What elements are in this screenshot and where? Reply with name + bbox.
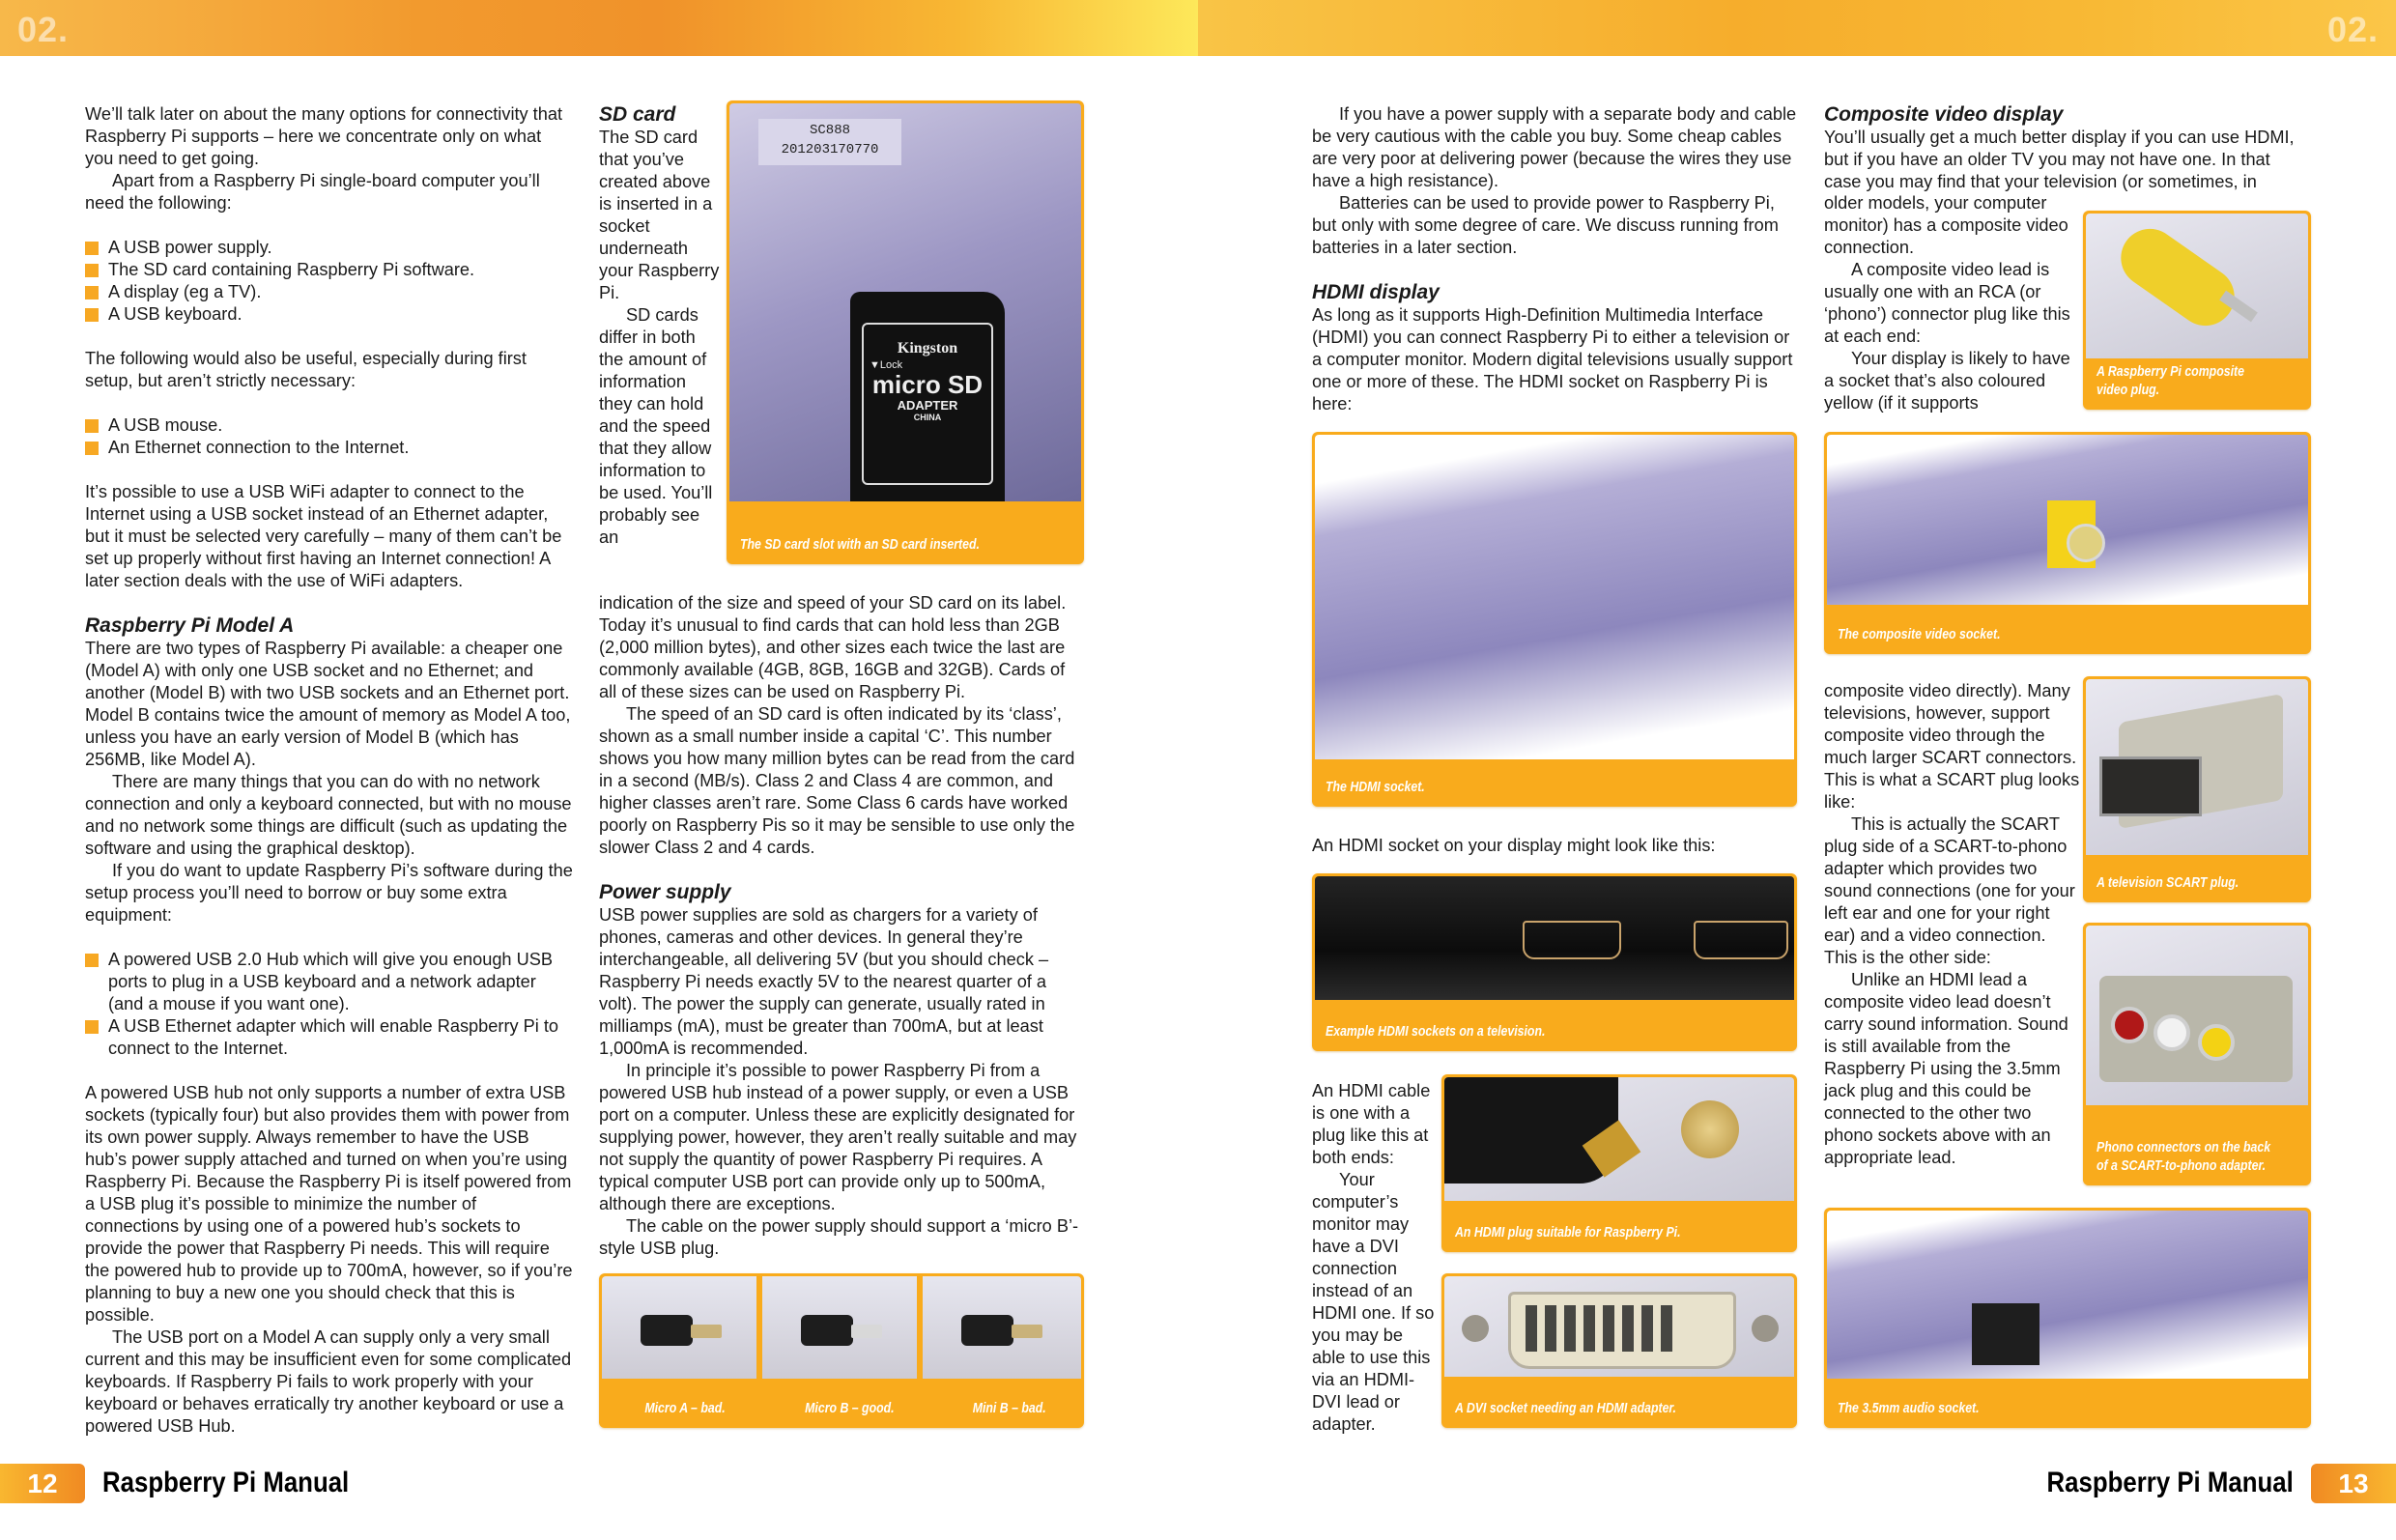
figure-caption: The SD card slot with an SD card inserted. [740, 537, 980, 553]
list-item: A USB Ethernet adapter which will enable Raspberry Pi to connect to the Internet. [85, 1015, 573, 1060]
paragraph: SD cards differ in both the amount of information they can hold and the speed that they allow information to be used. You’ll probably see an [599, 305, 713, 547]
composite-socket-photo [1827, 435, 2308, 605]
column-2-narrow [599, 103, 720, 549]
scart-plug-photo [2086, 679, 2308, 855]
paragraph: There are many things that you can do with no network connection and only a keyboard connected, but with no mouse and no network some things are difficult (such as updating the software and using the graphical desktop). [85, 772, 572, 858]
figure-caption: An HDMI plug suitable for Raspberry Pi. [1455, 1225, 1681, 1241]
hdmi-plug-photo [1444, 1077, 1794, 1201]
figure-audio-socket [1824, 1208, 2311, 1428]
caption-mini-b: Mini B – bad. [972, 1401, 1046, 1416]
column-4-lower [1824, 680, 2080, 1169]
raspberry-pi-board-photo [1315, 435, 1794, 759]
micro-b-plug-photo [762, 1276, 917, 1379]
list-item: An Ethernet connection to the Internet. [85, 437, 573, 459]
section-heading: HDMI display [1312, 281, 1440, 303]
figure-dvi-socket [1441, 1273, 1797, 1428]
section-heading: Power supply [599, 881, 731, 903]
sd-card-photo [729, 103, 1081, 501]
list-item: A USB power supply. [85, 237, 573, 259]
column-3-mid [1312, 835, 1800, 857]
paragraph: A powered USB hub not only supports a number of extra USB sockets (typically four) but also provides them with power from its own power supply. Always remember to have the USB hub’s power supply attached and turned on when you’re using Raspberry Pi. Because the Raspberry Pi is itself powered from a USB plug it’s possible to minimize the number of connections by using one of a powered hub’s sockets to provide the power that Raspberry Pi needs. This will require the powered hub to provide up to 700mA, however, so if you’re planning to buy a new one you should check that this is possible. [85, 1083, 573, 1325]
dvi-socket-photo [1444, 1276, 1794, 1377]
extra-equipment-list [85, 949, 573, 1060]
section-heading: Raspberry Pi Model A [85, 614, 295, 637]
paragraph: As long as it supports High-Definition Multimedia Interface (HDMI) you can connect Raspberry Pi to either a television or a computer monitor. Modern digital televisions usually support one or more of these. The HDMI socket on Raspberry Pi is here: [1312, 305, 1793, 414]
figure-caption: A DVI socket needing an HDMI adapter. [1455, 1401, 1676, 1416]
page-number-left: 12 [0, 1464, 85, 1503]
figure-scart-plug [2083, 676, 2311, 902]
paragraph: You’ll usually get a much better display if you can use HDMI, but if you have an older TV you may not have one. In that case you may find that your television (or sometimes, in [1824, 128, 2295, 191]
page-header-right [1198, 0, 2396, 56]
figure-hdmi-socket [1312, 432, 1797, 807]
figure-caption: The 3.5mm audio socket. [1838, 1401, 1980, 1416]
paragraph: indication of the size and speed of your SD card on its label. Today it’s unusual to find cards that can hold less than 2GB (2,000 million bytes), and other sizes each twice the last are commonly available (4GB, 8GB, 16GB and 32GB). Cards of all of these sizes can be used on Raspberry Pi. [599, 593, 1067, 701]
paragraph: composite video directly). Many televisions, however, support composite video through the much larger SCART connectors. This is what a SCART plug looks like: [1824, 681, 2080, 812]
figure-caption: A television SCART plug. [2096, 875, 2239, 891]
paragraph: The following would also be useful, especially during first setup, but aren’t strictly necessary: [85, 349, 527, 390]
rca-plug-photo [2086, 214, 2308, 358]
phono-connectors-photo [2086, 926, 2308, 1105]
figure-tv-hdmi-sockets [1312, 873, 1797, 1051]
paragraph: USB power supplies are sold as chargers for a variety of phones, cameras and other devices. In general they’re interchangeable, all delivering 5V (but you should check – Raspberry Pi needs exactly 5V to the nearest quarter of a volt). The power the supply can generate, usually rated in milliamps (mA), must be greater than 700mA, but at least 1,000mA is recommended. [599, 905, 1049, 1058]
audio-socket-photo [1827, 1211, 2308, 1379]
tv-hdmi-sockets-photo [1315, 876, 1794, 1000]
list-item: A powered USB 2.0 Hub which will give you enough USB ports to plug in a USB keyboard and a network adapter (and a mouse if you want one). [85, 949, 573, 1015]
column-2-wide [599, 592, 1087, 1260]
paragraph: It’s possible to use a USB WiFi adapter to connect to the Internet using a USB socket instead of an Ethernet adapter, but it must be selected very carefully – many of them can’t be set up properly without first having an Internet connection! A later section deals with the use of WiFi adapters. [85, 482, 562, 590]
paragraph: An HDMI cable is one with a plug like this at both ends: [1312, 1081, 1431, 1167]
optional-list [85, 414, 573, 459]
paragraph: If you do want to update Raspberry Pi’s software during the setup process you’ll need to borrow or buy some extra equipment: [85, 861, 573, 925]
micro-a-plug-photo [602, 1276, 756, 1379]
paragraph: If you have a power supply with a separate body and cable be very cautious with the cable you buy. Some cheap cables are very poor at delivering power (because the wires they use have a high resistance). [1312, 104, 1797, 190]
list-item: A USB mouse. [85, 414, 573, 437]
figure-caption: Example HDMI sockets on a television. [1326, 1024, 1546, 1040]
paragraph: The cable on the power supply should support a ‘micro B’-style USB plug. [599, 1216, 1079, 1258]
list-item: A USB keyboard. [85, 303, 573, 326]
paragraph: The speed of an SD card is often indicated by its ‘class’, shown as a small number inside a capital ‘C’. This number shows you how many million bytes can be read from the card in a second (MB/s). Class 2 and Class 4 are common, and higher classes aren’t rare. Some Class 6 cards have worked poorly on Raspberry Pis so it may be sensible to use only the slower Class 2 and 4 cards. [599, 704, 1075, 857]
paragraph: Unlike an HDMI lead a composite video lead doesn’t carry sound information. Sound is still available from the Raspberry Pi using the 3.5mm jack plug and this could be connected to the other two phono sockets above with an appropriate lead. [1824, 970, 2068, 1167]
paragraph: There are two types of Raspberry Pi available: a cheaper one (Model A) with only one USB socket and no Ethernet; and another (Model B) with two USB sockets and an Ethernet port. Model B contains twice the amount of memory as Model A too, unless you have an early version of Model B (which has 256MB, like Model A). [85, 639, 571, 769]
sd-card-icon: Kingston ▼Lock micro SD ADAPTER CHINA [850, 292, 1005, 501]
list-item: A display (eg a TV). [85, 281, 573, 303]
figure-sd-card [727, 100, 1084, 564]
paragraph: Your computer’s monitor may have a DVI connection instead of an HDMI one. If so you may be able to use this via an HDMI-DVI lead or adapter. [1312, 1170, 1435, 1434]
figure-caption: The composite video socket. [1838, 627, 2001, 642]
mini-b-plug-photo [923, 1276, 1081, 1379]
caption-micro-a: Micro A – bad. [644, 1401, 726, 1416]
figure-caption: Phono connectors on the back of a SCART-to-phono adapter. [2096, 1140, 2271, 1174]
paragraph: Batteries can be used to provide power to Raspberry Pi, but only with some degree of care. We discuss running from batteries in a later section. [1312, 193, 1779, 257]
paragraph: A composite video lead is usually one with an RCA (or ‘phono’) connector plug like this at each end: [1824, 260, 2070, 346]
page-header-left [0, 0, 1198, 56]
figure-rca-plug [2083, 211, 2311, 410]
list-item: The SD card containing Raspberry Pi software. [85, 259, 573, 281]
column-1 [85, 103, 573, 1438]
page-number-right: 13 [2311, 1464, 2396, 1503]
figure-hdmi-plug [1441, 1074, 1797, 1252]
publication-title-left: Raspberry Pi Manual [102, 1467, 350, 1498]
figure-phono-connectors [2083, 923, 2311, 1185]
paragraph: The USB port on a Model A can supply only a very small current and this may be insufficient even for some complicated keyboards. If Raspberry Pi fails to work properly with your keyboard or behaves erratically try another keyboard or use a powered USB Hub. [85, 1327, 572, 1436]
section-heading: SD card [599, 103, 676, 126]
figure-usb-plugs [599, 1273, 1084, 1428]
paragraph: In principle it’s possible to power Raspberry Pi from a powered USB hub instead of a power supply, or even a USB port on a computer. Unless these are explicitly designated for supplying power, however, they aren’t really suitable and may not supply the quantity of power Raspberry Pi requires. A typical computer USB port can provide only up to 500mA, although there are exceptions. [599, 1061, 1077, 1213]
column-4-narrow [1824, 192, 2080, 414]
paragraph: This is actually the SCART plug side of a SCART-to-phono adapter which provides two sound connections (one for your left ear and one for your right ear) and a video connection. This is the other side: [1824, 814, 2075, 967]
paragraph: older models, your computer monitor) has a composite video connection. [1824, 193, 2068, 257]
caption-micro-b: Micro B – good. [805, 1401, 895, 1416]
chapter-number: 02. [2326, 10, 2379, 49]
figure-composite-socket [1824, 432, 2311, 654]
column-3-narrow [1312, 1080, 1440, 1436]
figure-caption: The HDMI socket. [1326, 780, 1425, 795]
figure-caption: A Raspberry Pi composite video plug. [2096, 364, 2244, 398]
paragraph: An HDMI socket on your display might look like this: [1312, 836, 1716, 855]
required-list [85, 237, 573, 326]
paragraph: We’ll talk later on about the many options for connectivity that Raspberry Pi supports – here we concentrate only on what you need to get going. [85, 104, 563, 168]
paragraph: Your display is likely to have a socket that’s also coloured yellow (if it supports [1824, 349, 2070, 413]
board-label: SC888 201203170770 [758, 119, 901, 165]
publication-title-right: Raspberry Pi Manual [2046, 1467, 2294, 1498]
paragraph: The SD card that you’ve created above is inserted in a socket underneath your Raspberry Pi. [599, 128, 720, 302]
section-heading: Composite video display [1824, 103, 2064, 126]
chapter-number: 02. [17, 10, 70, 49]
column-4-top [1824, 103, 2312, 193]
column-3-top [1312, 103, 1800, 415]
paragraph: Apart from a Raspberry Pi single-board computer you’ll need the following: [85, 171, 540, 213]
